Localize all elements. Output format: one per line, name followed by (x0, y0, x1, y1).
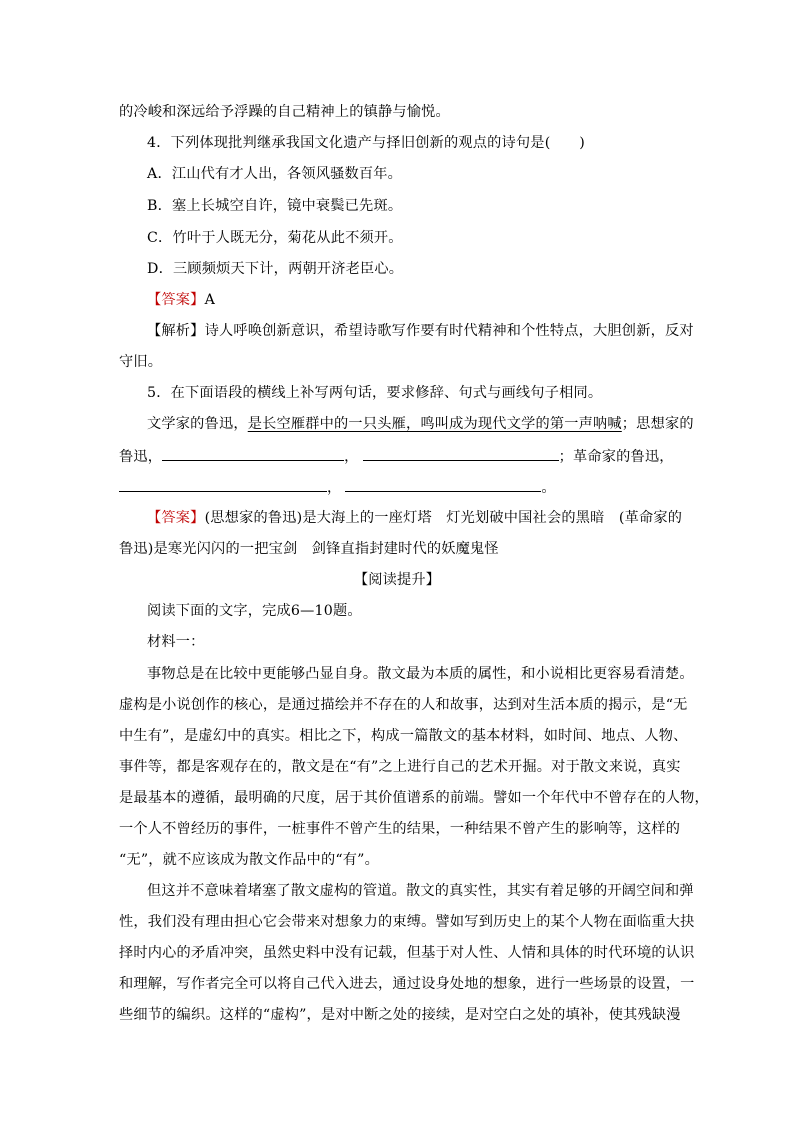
paragraph-line: 但这并不意味着堵塞了散文虚构的管道。散文的真实性，其实有着足够的开阔空间和弹 (147, 883, 694, 899)
answer-label: 【答案】 (147, 292, 205, 308)
answer-5-continued: 鲁迅)是寒光闪闪的一把宝剑 剑锋直指封建时代的妖魔鬼怪 (119, 541, 499, 557)
q5-text: ， (327, 480, 342, 496)
q5-text: ；革命家的鲁迅， (558, 449, 674, 465)
q5-passage-line3 (119, 477, 556, 498)
question-4: 4．下列体现批判继承我国文化遗产与择旧创新的观点的诗句是( ) (147, 135, 585, 151)
paragraph-line: 一个人不曾经历的事件，一桩事件不曾产生的结果，一种结果不曾产生的影响等，这样的 (119, 821, 681, 837)
material-label: 材料一： (147, 634, 205, 650)
answer-value: A (204, 292, 216, 308)
analysis-label: 【解析】 (147, 323, 205, 339)
answer-label: 【答案】 (147, 510, 205, 526)
paragraph-line: 性，我们没有理由担心它会带来对想象力的束缚。譬如写到历史上的某个人物在面临重大抉 (119, 914, 695, 930)
analysis-continued: 守旧。 (119, 354, 163, 370)
paragraph-line: 些细节的编织。这样的“虚构”，是对中断之处的接续，是对空白之处的填补，使其残缺漫 (119, 1007, 681, 1023)
analysis-text: 诗人呼唤创新意识，希望诗歌写作要有时代精神和个性特点，大胆创新，反对 (204, 323, 694, 339)
q5-passage-line2 (119, 446, 674, 467)
paragraph-line: 中生有”，是虚幻中的真实。相比之下，构成一篇散文的基本材料，如时间、地点、人物、 (119, 728, 688, 744)
fill-blank[interactable] (162, 446, 344, 461)
answer-5 (147, 508, 682, 528)
underlined-sentence: 是长空雁群中的一只头雁，鸣叫成为现代文学的第一声呐喊 (247, 416, 622, 432)
paragraph-line: 虚构是小说创作的核心，是通过描绘并不存在的人和故事，达到对生活本质的揭示，是“无 (119, 697, 688, 713)
text-line: 的冷峻和深远给予浮躁的自己精神上的镇静与愉悦。 (119, 104, 450, 120)
q5-text: ， (344, 449, 359, 465)
q5-text: 鲁迅， (119, 449, 163, 465)
q5-text: 文学家的鲁迅， (147, 416, 248, 432)
paragraph-line: 事物总是在比较中更能够凸显自身。散文最为本质的属性，和小说相比更容易看清楚。 (147, 666, 694, 682)
option-a: A．江山代有才人出，各领风骚数百年。 (147, 166, 403, 182)
section-heading: 【阅读提升】 (353, 572, 441, 588)
option-c: C．竹叶于人既无分，菊花从此不须开。 (147, 230, 403, 246)
q5-text: 。 (541, 480, 556, 496)
q5-text: ；思想家的 (621, 416, 694, 432)
question-5: 5．在下面语段的横线上补写两句话，要求修辞、句式与画线句子相同。 (147, 385, 603, 401)
fill-blank[interactable] (363, 446, 559, 461)
option-b: B．塞上长城空自许，镜中衰鬓已先斑。 (147, 198, 403, 214)
answer-4 (147, 290, 215, 310)
fill-blank[interactable] (119, 477, 327, 492)
answer-text: (思想家的鲁迅)是大海上的一座灯塔 灯光划破中国社会的黑暗 (革命家的 (204, 510, 683, 526)
q5-passage-line1 (147, 414, 694, 434)
analysis (147, 321, 694, 341)
option-d: D．三顾频烦天下计，两朝开济老臣心。 (147, 261, 404, 277)
paragraph-line: 和理解，写作者完全可以将自己代入进去，通过设身处地的想象，进行一些场景的设置，一 (119, 976, 695, 992)
paragraph-line: 是最基本的遵循，最明确的尺度，居于其价值谱系的前端。譬如一个年代中不曾存在的人物， (119, 790, 709, 806)
fill-blank[interactable] (345, 477, 541, 492)
paragraph-line: 事件等，都是客观存在的，散文是在“有”之上进行自己的艺术开掘。对于散文来说，真实 (119, 759, 681, 775)
paragraph-line: 择时内心的矛盾冲突，虽然史料中没有记载，但基于对人性、人情和具体的时代环境的认识 (119, 945, 695, 961)
paragraph-line: “无”，就不应该成为散文作品中的“有”。 (119, 852, 380, 868)
reading-intro: 阅读下面的文字，完成6—10题。 (147, 603, 362, 619)
